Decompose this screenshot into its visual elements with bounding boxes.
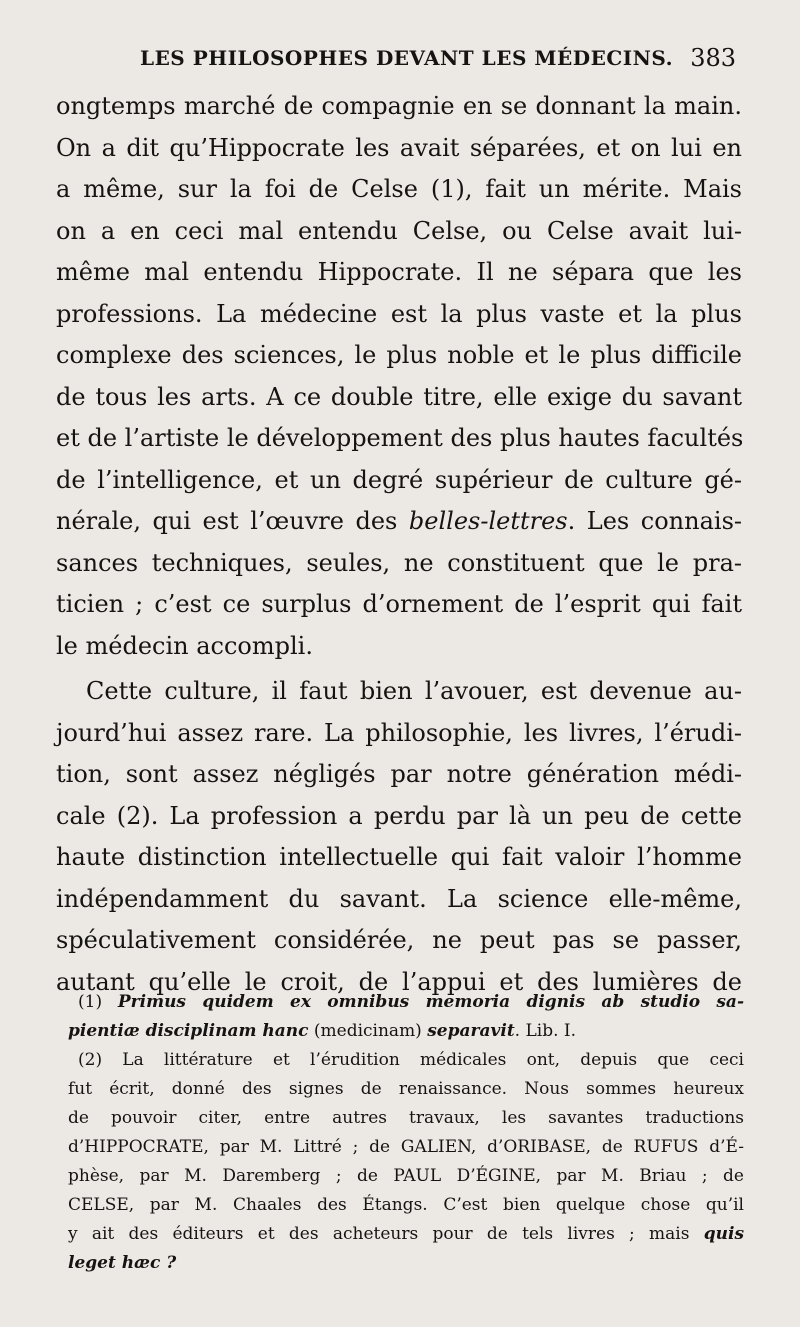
text-line: on a en ceci mal entendu Celse, ou Celse avait lui-	[56, 216, 742, 245]
text-fragment: (medicinam)	[308, 1021, 428, 1041]
text-line: professions. La médecine est la plus vaste et la plus	[56, 299, 742, 328]
text-line: Cette culture, il faut bien l’avouer, est devenue au-	[86, 677, 742, 705]
footnote-2	[68, 1046, 744, 1278]
text-line: de tous les arts. A ce double titre, elle exige du savant	[56, 382, 742, 411]
page-number: 383	[690, 44, 736, 72]
text-line	[56, 501, 742, 543]
text-line: sances techniques, seules, ne constituent que le pra-	[56, 548, 742, 577]
footnote-marker: (1)	[78, 992, 118, 1012]
text-line: indépendamment du savant. La science elle-même,	[56, 884, 742, 913]
text-fragment: . Lib. I.	[514, 1021, 577, 1041]
text-line: de l’intelligence, et un degré supérieur de culture gé-	[56, 465, 742, 494]
text-fragment: nérale, qui est l’œuvre des	[56, 507, 409, 535]
text-fragment: y ait des éditeurs et des acheteurs pour de tels livres ; mais	[68, 1224, 690, 1244]
latin-quote: quis	[703, 1224, 745, 1244]
text-fragment: . Les connais-	[567, 507, 742, 535]
text-line: ongtemps marché de compagnie en se donnant la main.	[56, 92, 742, 120]
footnote-line	[68, 988, 744, 1017]
paragraph-2	[56, 671, 742, 1003]
latin-quote: separavit	[427, 1021, 515, 1041]
latin-quote: Primus quidem ex omnibus memoria dignis ab studio sa-	[117, 992, 745, 1012]
text-line: jourd’hui assez rare. La philosophie, les livres, l’érudi-	[56, 718, 742, 747]
footnote-line: leget hæc ?	[68, 1253, 177, 1273]
text-line: et de l’artiste le développement des plus hautes facultés	[56, 424, 744, 452]
text-line: ticien ; c’est ce surplus d’ornement de l’esprit qui fait	[56, 590, 742, 618]
text-line: On a dit qu’Hippocrate les avait séparées, et on lui en	[56, 133, 742, 162]
text-line: spéculativement considérée, ne peut pas se passer,	[56, 926, 742, 954]
paragraph-1	[56, 86, 742, 667]
text-line: même mal entendu Hippocrate. Il ne sépara que les	[56, 258, 742, 286]
footnote-line: (2) La littérature et l’érudition médicales ont, depuis que ceci	[78, 1050, 744, 1070]
footnote-line: d’HIPPOCRATE, par M. Littré ; de GALIEN, d’ORIBASE, de RUFUS d’É-	[68, 1137, 744, 1157]
text-line: complexe des sciences, le plus noble et le plus difficile	[56, 341, 742, 369]
main-text	[56, 86, 742, 1003]
footnote-line	[68, 1220, 744, 1249]
italic-term: belles-lettres	[408, 507, 568, 535]
text-line: tion, sont assez négligés par notre génération médi-	[56, 760, 742, 788]
footnote-line: phèse, par M. Daremberg ; de PAUL D’ÉGINE, par M. Briau ; de	[68, 1166, 744, 1186]
footnote-line	[68, 1017, 744, 1046]
text-line: le médecin accompli.	[56, 631, 313, 660]
footnote-line: fut écrit, donné des signes de renaissance. Nous sommes heureux	[68, 1079, 744, 1099]
footnote-line: de pouvoir citer, entre autres travaux, les savantes traductions	[68, 1108, 744, 1128]
text-line: cale (2). La profession a perdu par là un peu de cette	[56, 801, 742, 830]
latin-quote: pientiæ disciplinam hanc	[68, 1021, 309, 1041]
footnote-line: CELSE, par M. Chaales des Étangs. C’est bien quelque chose qu’il	[68, 1195, 744, 1215]
footnotes	[68, 988, 744, 1278]
running-title: LES PHILOSOPHES DEVANT LES MÉDECINS.	[140, 46, 674, 70]
text-line: a même, sur la foi de Celse (1), fait un mérite. Mais	[56, 175, 742, 203]
page-header	[0, 44, 800, 76]
text-line: haute distinction intellectuelle qui fait valoir l’homme	[56, 843, 742, 871]
footnote-1	[68, 988, 744, 1046]
text-line: autant qu’elle le croit, de l’appui et des lumières de	[56, 967, 742, 996]
